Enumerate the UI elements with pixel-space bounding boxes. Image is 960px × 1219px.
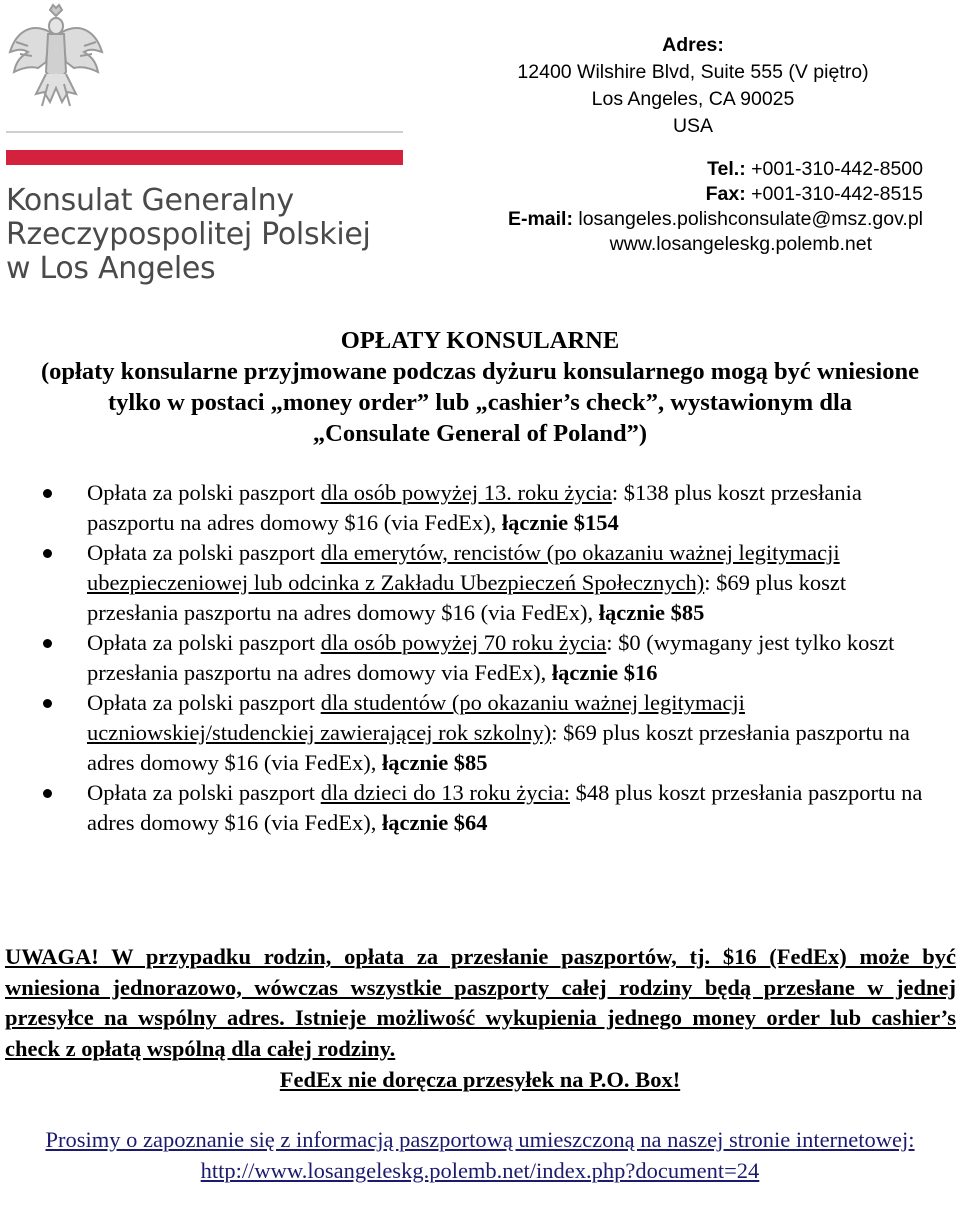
- page-title: OPŁATY KONSULARNE: [340, 327, 620, 354]
- list-item: Opłata za polski paszport dla emerytów, rencistów (po okazaniu ważnej legitymacji ubezpieczeniowej lub odcinka z Zakładu Ubezpieczeń Społecznych): $69 plus koszt przesłania paszportu na adres domowy $16 (via FedEx), łącznie $85: [40, 538, 940, 628]
- fax-label: Fax:: [705, 183, 746, 205]
- fee-category: dla studentów (po okazaniu ważnej legitymacji uczniowskiej/studenckiej zawierającej rok szkolny): [87, 690, 745, 745]
- bullet-icon: [43, 549, 52, 558]
- contact-block: [423, 157, 923, 257]
- tel-label: Tel.:: [707, 158, 746, 180]
- polish-eagle-emblem-icon: [6, 2, 106, 114]
- fee-category: dla dzieci do 13 roku życia:: [320, 780, 570, 805]
- subtitle-line: tylko w postaci „money order” lub „cashier’s check”, wystawionym dla: [107, 389, 853, 416]
- consulate-logo-text: [6, 184, 371, 286]
- info-block: [0, 1124, 960, 1186]
- address-block: [483, 32, 903, 140]
- consulate-line: w Los Angeles: [6, 251, 216, 286]
- address-line: Los Angeles, CA 90025: [591, 88, 795, 110]
- header-gray-line: [6, 131, 403, 133]
- address-line: 12400 Wilshire Blvd, Suite 555 (V piętro): [517, 61, 869, 83]
- fee-category: dla osób powyżej 13. roku życia: [320, 480, 612, 505]
- address-line: USA: [672, 115, 714, 137]
- header-red-bar: [6, 150, 403, 165]
- consulate-line: Rzeczypospolitej Polskiej: [6, 217, 371, 252]
- fees-list: [40, 478, 940, 838]
- bullet-icon: [43, 699, 52, 708]
- info-text: Prosimy o zapoznanie się z informacją paszportową umieszczoną na naszej stronie internetowej:: [45, 1127, 915, 1152]
- fee-total: łącznie $64: [381, 810, 488, 835]
- fee-category: dla osób powyżej 70 roku życia: [320, 630, 607, 655]
- email-label: E-mail:: [507, 208, 573, 230]
- fax-value: +001-310-442-8515: [745, 183, 923, 205]
- fee-total: łącznie $16: [551, 660, 658, 685]
- bullet-icon: [43, 489, 52, 498]
- info-link[interactable]: http://www.losangeleskg.polemb.net/index.php?document=24: [200, 1158, 760, 1183]
- list-item: Opłata za polski paszport dla studentów (po okazaniu ważnej legitymacji uczniowskiej/studenckiej zawierającej rok szkolny): $69 plus koszt przesłania paszportu na adres domowy $16 (via FedEx), łącznie $85: [40, 688, 940, 778]
- bullet-icon: [43, 789, 52, 798]
- list-item: Opłata za polski paszport dla dzieci do 13 roku życia: $48 plus koszt przesłania paszportu na adres domowy $16 (via FedEx), łącznie $64: [40, 778, 940, 838]
- tel-value: +001-310-442-8500: [745, 158, 923, 180]
- fees-title-block: [0, 325, 960, 449]
- email-value[interactable]: losangeles.polishconsulate@msz.gov.pl: [572, 208, 923, 230]
- fee-category: dla emerytów, rencistów (po okazaniu ważnej legitymacji ubezpieczeniowej lub odcinka z Zakładu Ubezpieczeń Społecznych): [87, 540, 840, 595]
- address-label: Adres:: [662, 34, 724, 56]
- list-item: Opłata za polski paszport dla osób powyżej 13. roku życia: $138 plus koszt przesłania paszportu na adres domowy $16 (via FedEx), łącznie $154: [40, 478, 940, 538]
- list-item: Opłata za polski paszport dla osób powyżej 70 roku życia: $0 (wymagany jest tylko koszt przesłania paszportu na adres domowy via FedEx), łącznie $16: [40, 628, 940, 688]
- bullet-icon: [43, 639, 52, 648]
- consulate-line: Konsulat Generalny: [6, 183, 294, 218]
- fedex-note: FedEx nie doręcza przesyłek na P.O. Box!: [279, 1067, 681, 1092]
- fee-total: łącznie $85: [381, 750, 488, 775]
- subtitle-line: (opłaty konsularne przyjmowane podczas dyżuru konsularnego mogą być wniesione: [41, 358, 919, 385]
- family-warning: UWAGA! W przypadku rodzin, opłata za przesłanie paszportów, tj. $16 (FedEx) może być wniesiona jednorazowo, wówczas wszystkie paszporty całej rodziny będą przesłane w jednej przesyłce na wspólny adres. Istnieje możliwość wykupienia jednego money order lub cashier’s check z opłatą wspólną dla całej rodziny.: [5, 944, 956, 1061]
- website-link[interactable]: www.losangeleskg.polemb.net: [609, 233, 872, 255]
- fee-total: łącznie $85: [598, 600, 705, 625]
- subtitle-line: „Consulate General of Poland”): [312, 420, 648, 447]
- fee-total: łącznie $154: [501, 510, 619, 535]
